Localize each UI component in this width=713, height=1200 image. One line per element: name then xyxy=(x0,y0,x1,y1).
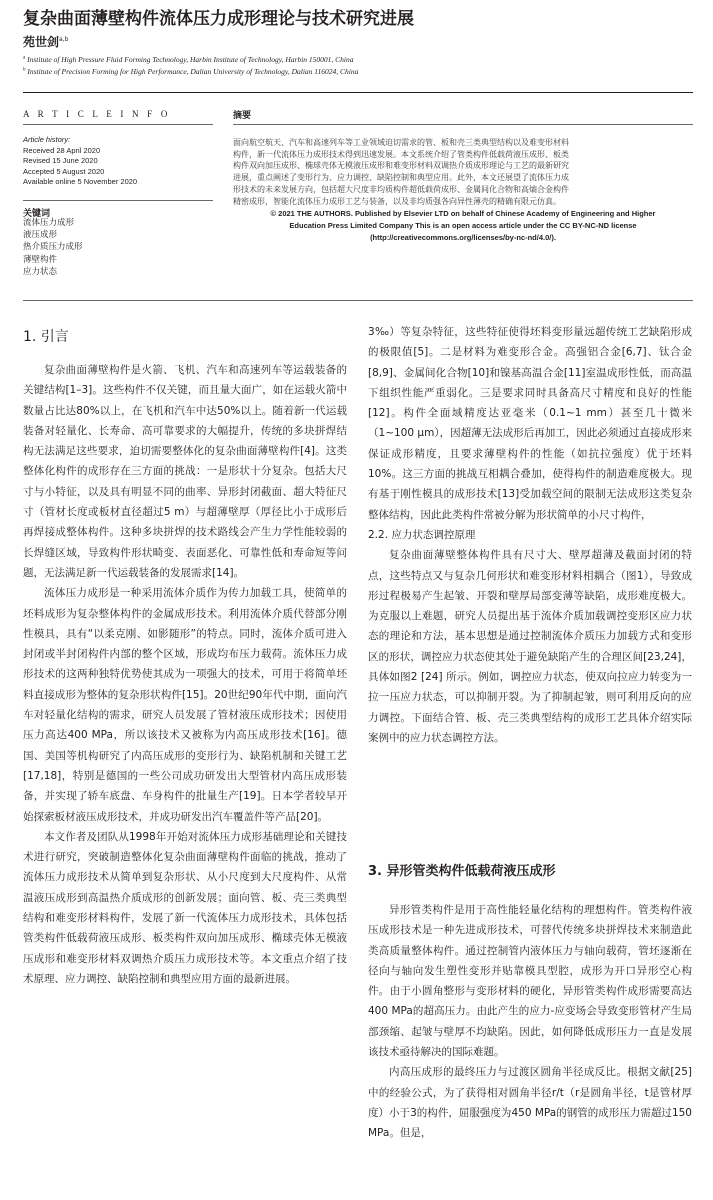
keywords-heading: 关键词 xyxy=(23,209,51,219)
section-heading-intro: 1. 引言 xyxy=(23,329,69,345)
abstract-line: 构件，新一代流体压力成形技术得到迅速发展。本文系统介绍了管类构件低载荷液压成形、板类 xyxy=(233,149,569,159)
author xyxy=(23,33,68,50)
keywords-rule xyxy=(23,200,213,201)
copyright-line: © 2021 THE AUTHORS. Published by Elsevier LTD on behalf of Chinese Academy of Engineering and Higher xyxy=(270,209,656,218)
history-accepted: Accepted 5 August 2020 xyxy=(23,166,105,176)
affiliation-sup: b xyxy=(23,67,26,73)
keyword: 应力状态 xyxy=(23,266,58,277)
affiliation-sup: a xyxy=(23,55,26,61)
author-name: 苑世剑 xyxy=(23,35,60,49)
affiliation-b xyxy=(23,67,358,76)
abstract-line: 构件双向加压成形、椭球壳体无模液压成形和难变形材料双调热介质成形理论与工艺的最新研究 xyxy=(233,161,569,171)
copyright-notice xyxy=(233,208,693,243)
author-affil-sup: a,b xyxy=(59,36,69,43)
abstract-line: 进展，重点阐述了变形行为、应力调控、缺陷控制和典型应用。此外，本文还展望了流体压力成 xyxy=(233,173,569,183)
keyword: 液压成形 xyxy=(23,230,58,241)
right-column-section3 xyxy=(368,900,692,1144)
body-paragraph: 复杂曲面薄壁整体构件具有尺寸大、壁厚超薄及截面封闭的特点，这些特点又与复杂几何形状和难变形材料相耦合（图1），导致成形过程极易产生起皱、开裂和壁厚局部变薄等缺陷，成形难度极大。为克服以上难题，研究人员提出基于流体介质加载调控变形区应力状态的理论和方法，基本思想是通过控制流体介质压力加载方式和变形区的形状，调控应力状态使其处于避免缺陷产生的合理区间[23,24]，具体如图2 [24] 所示。例如，调控应力状态，使双向拉应力转变为一拉一压应力状态，可以抑制开裂。为了抑制起皱，则可利用反向的应力调控。下面结合管、板、壳三类典型结构的成形工艺具体介绍实际案例中的应力状态调控方法。 xyxy=(368,549,692,744)
subsection-heading: 2.2. 应力状态调控原理 xyxy=(368,528,476,541)
history-online: Available online 5 November 2020 xyxy=(23,177,138,186)
body-paragraph: 流体压力成形是一种采用流体介质作为传力加载工具，使简单的坯料成形为复杂整体构件的金属成形技术。利用流体介质代替部分刚性模具，具有“以柔克刚、如影随形”的特点。同时，流体介质可进入封闭或半封闭构件内部的整个区域，形成均布压力载荷。流体压力成形技术的这两种独特优势使其成为一项强大的技术，可用于将简单坯料直接成形为整体的复杂形状构件[15]。20世纪90年代中期，面向汽车对轻量化结构的需求，研究人员发展了管材液压成形技术；因使用压力高达400 MPa，所以该技术又被称为内高压成形技术[16]。德国、美国等机构研究了内高压成形的变形行为、缺陷机制和关键工艺[17,18]，特别是德国的一些公司成功研发出大型管材内高压成形装备，并实现了轿车底盘、车身构件的批量生产[19]。日本学者较早开始探索板材液压成形技术，并成功研发出汽车覆盖件等产品[20]。 xyxy=(23,587,347,823)
abstract-line: 精密成形，智能化流体压力成形工艺与装备，以及非均质强各向异性薄壳的精确有限元仿真。 xyxy=(233,196,561,206)
history-received: Received 28 April 2020 xyxy=(23,145,101,155)
affiliation-text: Institute of Precision Forming for High Performance, Dalian University of Technology, Dalian 116024, China xyxy=(27,67,359,76)
keyword: 薄壁构件 xyxy=(23,254,58,265)
article-info-heading: A R T I C L E I N F O xyxy=(23,109,171,119)
right-column xyxy=(368,322,692,748)
paper-title: 复杂曲面薄壁构件流体压力成形理论与技术研究进展 xyxy=(23,9,414,29)
history-label: Article history: xyxy=(23,135,71,144)
body-paragraph: 复杂曲面薄壁构件是火箭、飞机、汽车和高速列车等运载装备的关键结构[1–3]。这些构件不仅关键，而且量大面广，如在运载火箭中数量占比达80%以上，在飞机和汽车中达50%以上。随着新一代运载装备对轻量化、长寿命、高可靠要求的大幅提升，传统的多块拼焊结构无法满足这些要求，迫切需要整体化的复杂曲面薄壁构件[4]。这类整体化构件的成形存在三方面的挑战：一是形状十分复杂。包括大尺寸与小特征，以及具有明显不同的曲率、异形封闭截面、超大特征尺寸（管材长度或板材直径超过5 m）与超薄壁厚（厚径比小于成形后再焊接成整体构件。这种多块拼焊的技术路线会产生力学性能较弱的长焊缝区域，导致构件形状畸变、表面恶化、可靠性低和寿命短等问题，无法满足新一代运载装备的发展需求[14]。 xyxy=(23,364,347,579)
affiliation-a xyxy=(23,55,354,64)
abstract-bottom-rule xyxy=(23,300,693,301)
keywords-list xyxy=(23,217,83,278)
section-heading-3: 3. 异形管类构件低载荷液压成形 xyxy=(368,864,556,879)
article-info-rule xyxy=(23,124,213,125)
header-rule xyxy=(23,92,693,93)
body-paragraph: 本文作者及团队从1998年开始对流体压力成形基础理论和关键技术进行研究，突破制造整体化复杂曲面薄壁构件面临的挑战，推动了流体压力成形技术从简单到复杂形状、从小尺度到大尺度构件、从常温液压成形到高温热介质成形的创新发展；面向管、板、壳三类典型结构和难变形材料构件，发展了新一代流体压力成形技术，具体包括管类构件低载荷液压成形、板类构件双向加压成形、椭球壳体无模液压成形和难变形材料双调热介质压力成形技术等。本文重点介绍了技术原理、应力调控、缺陷控制和典型应用方面的最新进展。 xyxy=(23,830,347,985)
abstract-heading: 摘要 xyxy=(233,111,252,121)
body-paragraph: 异形管类构件是用于高性能轻量化结构的理想构件。管类构件液压成形技术是一种先进成形技术，可替代传统多块拼焊技术来制造此类高质量整体构件。通过控制管内液体压力与轴向载荷，管坯逐渐在径向与轴向发生塑性变形并贴靠模具型腔，成形为开口异形空心构件。由于小圆角整形与变形材料的硬化，异形管类构件成形需要高达400 MPa的超高压力。由此产生的应力-应变场会导致变形管材产生局部颈缩、起皱与壁厚不均缺陷。因此，如何降低成形压力一直是发展该技术亟待解决的国际难题。 xyxy=(368,904,692,1059)
abstract-rule xyxy=(233,124,693,125)
abstract-body xyxy=(233,137,693,207)
abstract-line: 面向航空航天、汽车和高速列车等工业领域迫切需求的管、板和壳三类典型结构以及难变形材料 xyxy=(233,138,569,147)
affiliation-text: Institute of High Pressure Fluid Forming Technology, Harbin Institute of Technology, Harbin 150001, China xyxy=(27,55,354,64)
copyright-line: (http://creativecommons.org/licenses/by-nc-nd/4.0/). xyxy=(370,232,556,242)
left-column xyxy=(23,360,347,989)
copyright-line: Education Press Limited Company This is an open access article under the CC BY-NC-ND license xyxy=(289,220,637,230)
abstract-line: 形技术的未来发展方向，包括超大尺度非均质构件超低载荷成形、金属间化合物和高熵合金构件 xyxy=(233,184,569,194)
keyword: 流体压力成形 xyxy=(23,218,75,228)
article-history xyxy=(23,135,137,188)
keyword: 热介质压力成形 xyxy=(23,242,83,253)
history-revised: Revised 15 June 2020 xyxy=(23,156,98,165)
body-paragraph: 内高压成形的最终压力与过渡区圆角半径成反比。根据文献[25]中的经验公式，为了获得相对圆角半径r/t（r是圆角半径，t是管材厚度）小于3的构件，屈服强度为450 MPa的钢管的成形压力需超过150 MPa。但是， xyxy=(368,1066,692,1140)
body-paragraph: 3‰）等复杂特征，这些特征使得坯料变形量远超传统工艺缺陷形成的极限值[5]。二是材料为难变形合金。高强铝合金[6,7]、钛合金[8,9]、金属间化合物[10]和镍基高温合金[11]室温成形性低，而高温下组织性能严重弱化。三是要求同时具备高尺寸精度和良好的性能[12]。构件全面域精度达亚毫米（0.1~1 mm）甚至几十微米（1~100 μm），因超薄无法成形后再加工，因此必须通过直接成形来保证成形精度，且要求薄壁构件的性能（如抗拉强度）优于坯料10%。这三方面的挑战互相耦合叠加，使得构件的制造难度极大。现有基于刚性模具的成形技术[13]受加载空间的限制无法成形这类复杂整体结构，因此此类构件常被分解为形状简单的小尺寸构件， xyxy=(368,326,692,521)
